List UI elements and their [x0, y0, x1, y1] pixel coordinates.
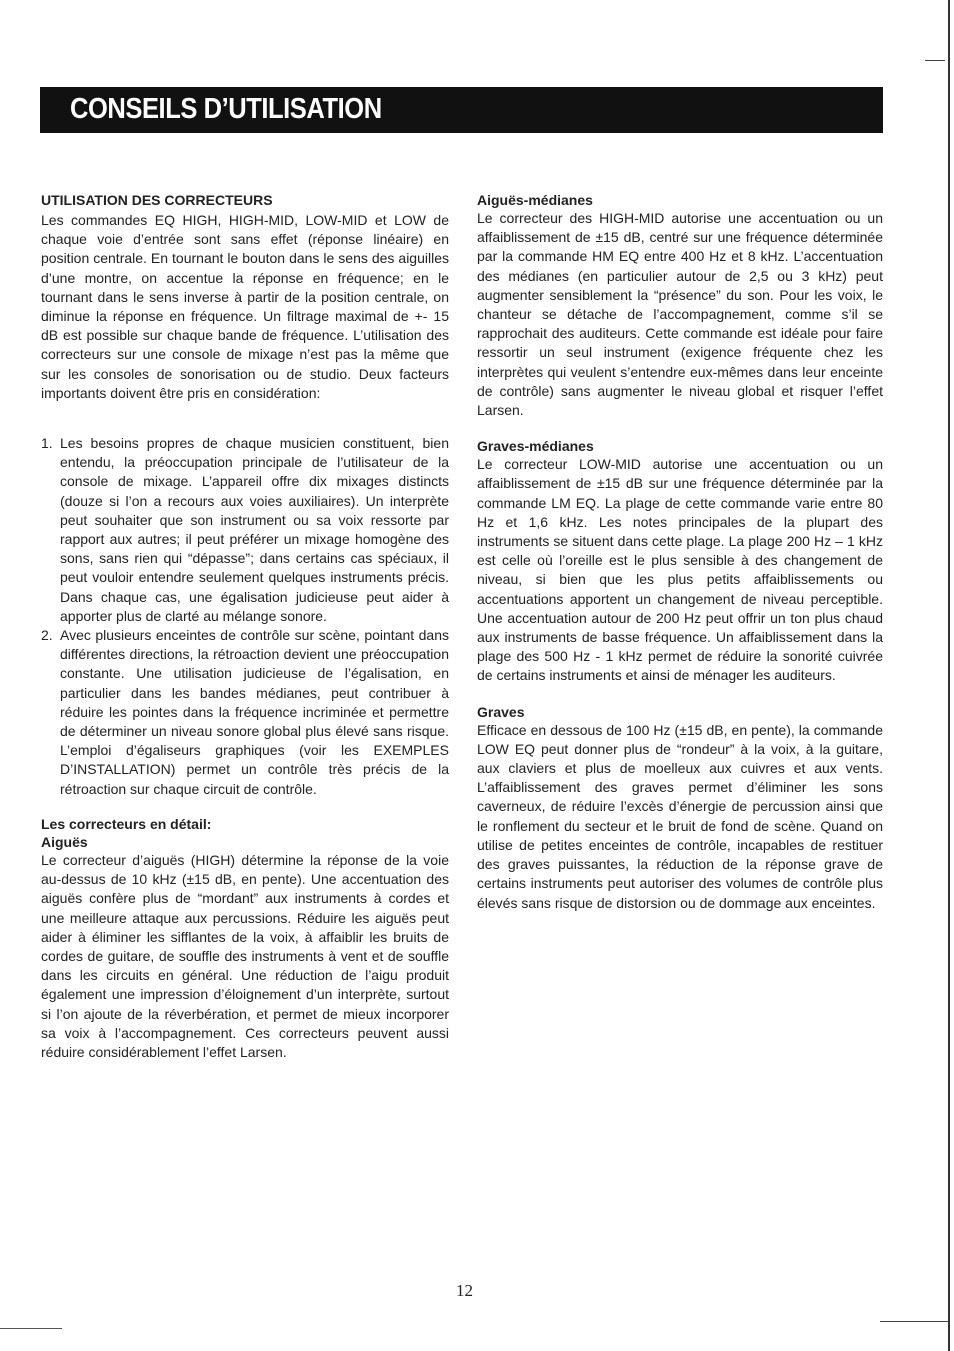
page-number: 12: [456, 1281, 473, 1300]
section-paragraph: Le correcteur LOW-MID autorise une accentuation ou un affaiblissement de ±15 dB sur une fréquence déterminée par la commande LM EQ. La plage de cette commande varie entre 80 Hz et 1,6 kHz. Les notes principales de la plupart des instruments se situent dans cette plage. La plage 200 Hz – 1 kHz est celle où l’oreille est le plus sensible à des changement de niveau, si bien que les plus petits affaiblissements ou accentuations apportent un changement de niveau perceptible. Une accentuation autour de 200 Hz peut offrir un ton plus chaud aux instruments de basse fréquence. Un affaiblissement dans la plage des 500 Hz - 1 kHz permet de réduire la sonorité cuivrée de certains instruments et ainsi de ménager les auditeurs.: [477, 456, 883, 684]
list-number: 1.: [41, 435, 53, 452]
right-column: [477, 191, 883, 913]
list-item: [41, 626, 449, 799]
page-title: CONSEILS D’UTILISATION: [70, 93, 382, 125]
list-item-text: Les besoins propres de chaque musicien constituent, bien entendu, la préoccupation principale de l’utilisateur de la console de mixage. L’appareil offre dix mixages distincts (douze si l’on a recours aux voies auxiliaires). Un interprète peut souhaiter que son instrument ou sa voix ressorte par rapport aux autres; il peut préférer un mixage homogène des sons, sans rien qui “dépasse”; dans certains cas spéciaux, il peut vouloir entendre seulement quelques instruments précis. Dans chaque cas, une égalisation judicieuse peut aider à apporter plus de clarté au mélange sonore.: [60, 435, 449, 624]
section-heading: Graves: [477, 703, 525, 720]
section-paragraph: Efficace en dessous de 100 Hz (±15 dB, en pente), la commande LOW EQ peut donner plus de “rondeur” à la voix, à la guitare, aux claviers et plus de moelleux aux cuivres et aux vents. L’affaiblissement des graves permet d’éliminer les sons caverneux, de réduire l’excès d’énergie de percussion ainsi que le ronflement du secteur et le bruit de fond de scène. Quand on utilise de petites enceintes de contrôle, incapables de restituer des graves puissantes, la réduction de la réponse grave de certains instruments peut autoriser des volumes de contrôle plus élevés sans risque de distorsion ou de dommage aux enceintes.: [477, 721, 883, 911]
considerations-list: [41, 434, 449, 799]
section-heading: Graves-médianes: [477, 438, 594, 455]
detail-heading: Les correcteurs en détail:: [41, 815, 212, 832]
section-heading: UTILISATION DES CORRECTEURS: [41, 192, 273, 208]
left-column: [41, 191, 449, 1062]
list-item: [41, 434, 449, 626]
scan-mark: [0, 1328, 62, 1329]
intro-paragraph: Les commandes EQ HIGH, HIGH-MID, LOW-MID et LOW de chaque voie d’entrée sont sans effet (réponse linéaire) en position centrale. En tournant le bouton dans le sens des aiguilles d’une montre, on accentue la réponse en fréquence; en le tournant dans le sens inverse à partir de la position centrale, on diminue la réponse en fréquence. Un filtrage maximal de +- 15 dB est possible sur chaque bande de fréquence. L’utilisation des correcteurs sur une console de mixage n’est pas la même que sur les consoles de sonorisation ou de studio. Deux facteurs importants doivent être pris en considération:: [41, 212, 449, 401]
aigues-paragraph: Le correcteur d’aiguës (HIGH) détermine la réponse de la voie au-dessus de 10 kHz (±15 dB, en pente). Une accentuation des aiguës confère plus de “mordant” aux instruments à cordes et une meilleure attaque aux percussions. Réduire les aiguës peut aider à éliminer les sifflantes de la voix, à affaiblir les bruits de cordes de guitare, de souffle des instruments à vent et de souffle dans les circuits en général. Une réduction de l’aigu produit également une impression d’éloignement d’un interprète, surtout si l’on ajoute de la réverbération, et permet de mieux incorporer sa voix à l’accompagnement. Ces correcteurs peuvent aussi réduire considérablement l’effet Larsen.: [41, 851, 449, 1060]
page-edge-line: [948, 0, 950, 1351]
list-item-text: Avec plusieurs enceintes de contrôle sur scène, pointant dans différentes directions, la rétroaction devient une préoccupation constante. Une utilisation judicieuse de l’égalisation, en particulier dans les bandes médianes, peut contribuer à réduire les pointes dans la fréquence incriminée et permettre de déterminer un niveau sonore global plus élevé sans risque. L’emploi d’égaliseurs graphiques (voir les EXEMPLES D’INSTALLATION) permet un contrôle très précis de la rétroaction sur chaque circuit de contrôle.: [60, 627, 449, 797]
section-paragraph: Le correcteur des HIGH-MID autorise une accentuation ou un affaiblissement de ±15 dB, centré sur une fréquence déterminée par la commande HM EQ entre 400 Hz et 8 kHz. L’accentuation des médianes (en particulier autour de 2,5 ou 3 kHz) peut augmenter sensiblement la “présence” du son. Pour les voix, le chanteur se détache de l’accompagnement, comme s’il se rapprochait des auditeurs. Cette commande est idéale pour faire ressortir un seul instrument (exigence fréquente chez les interprètes qui veulent s’entendre eux-mêmes dans leur enceinte de contrôle) sans augmenter le niveau global et risquer l’effet Larsen.: [477, 210, 883, 419]
section-heading: Aiguës-médianes: [477, 192, 593, 208]
aigues-heading: Aiguës: [41, 833, 88, 850]
section-banner: [40, 87, 883, 133]
scan-mark: [880, 1321, 948, 1322]
list-number: 2.: [41, 627, 53, 644]
scan-mark: [925, 60, 945, 61]
